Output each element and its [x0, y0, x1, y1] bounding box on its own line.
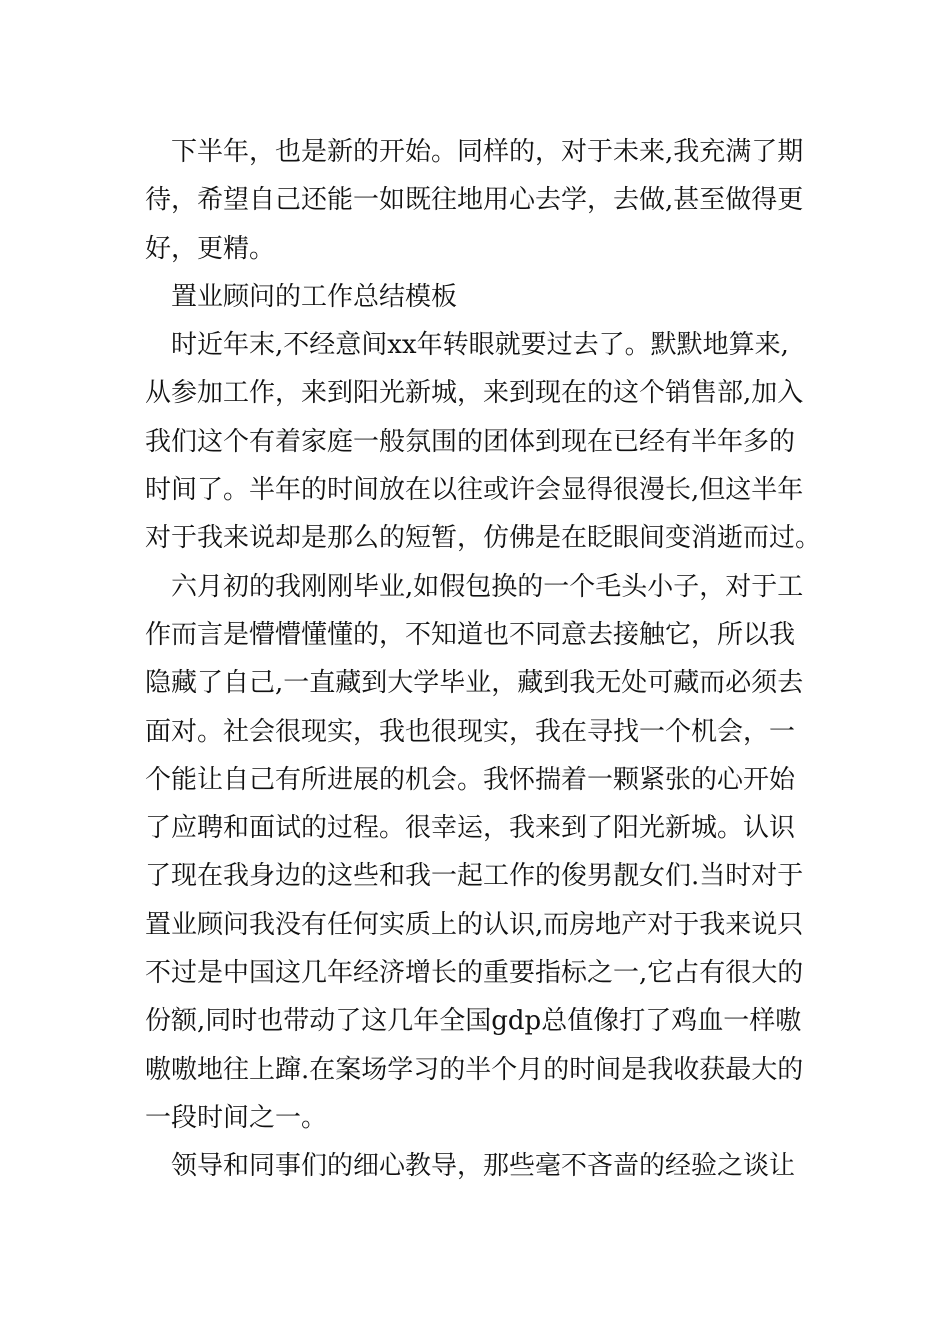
text-line: 置业顾问我没有任何实质上的认识,而房地产对于我来说只	[145, 909, 804, 940]
text-line: 了现在我身边的这些和我一起工作的俊男靓女们.当时对于	[145, 861, 804, 892]
text-line: 作而言是懵懵懂懂的，不知道也不同意去接触它，所以我	[145, 619, 796, 650]
text-line: 嗷嗷地往上蹿.在案场学习的半个月的时间是我收获最大的	[145, 1054, 804, 1085]
heading-text: 置业顾问的工作总结模板	[171, 281, 458, 312]
text-line: 份额,同时也带动了这几年全国gdp总值像打了鸡血一样嗷	[145, 1006, 802, 1037]
text-line: 对于我来说却是那么的短暂，仿佛是在眨眼间变消逝而过。	[145, 523, 822, 554]
paragraph-intro	[145, 128, 810, 273]
text-line: 从参加工作，来到阳光新城，来到现在的这个销售部,加入	[145, 378, 804, 409]
section-heading	[145, 273, 810, 321]
paragraph-june	[145, 563, 810, 1143]
text-line: 面对。社会很现实，我也很现实，我在寻找一个机会，一	[145, 716, 796, 747]
paragraph-year-end	[145, 321, 822, 562]
text-line: 了应聘和面试的过程。很幸运，我来到了阳光新城。认识	[145, 813, 796, 844]
paragraph-leaders	[145, 1142, 810, 1190]
text-line: 一段时间之一。	[145, 1102, 328, 1133]
text-line: 待，希望自己还能一如既往地用心去学，去做,甚至做得更	[145, 185, 804, 216]
text-line: 不过是中国这几年经济增长的重要指标之一,它占有很大的	[145, 958, 804, 989]
text-line: 时近年末,不经意间xx年转眼就要过去了。默默地算来,	[171, 330, 789, 361]
document-body	[145, 128, 822, 1191]
text-line: 领导和同事们的细心教导，那些毫不吝啬的经验之谈让	[171, 1151, 796, 1182]
text-line: 好，更精。	[145, 233, 276, 264]
text-line: 六月初的我刚刚毕业,如假包换的一个毛头小子，对于工	[171, 571, 804, 602]
text-line: 隐藏了自己,一直藏到大学毕业，藏到我无处可藏而必须去	[145, 668, 804, 699]
text-line: 个能让自己有所进展的机会。我怀揣着一颗紧张的心开始	[145, 764, 796, 795]
text-line: 我们这个有着家庭一般氛围的团体到现在已经有半年多的	[145, 426, 796, 457]
text-line: 下半年，也是新的开始。同样的，对于未来,我充满了期	[171, 137, 804, 167]
text-line: 时间了。半年的时间放在以往或许会显得很漫长,但这半年	[145, 475, 804, 506]
